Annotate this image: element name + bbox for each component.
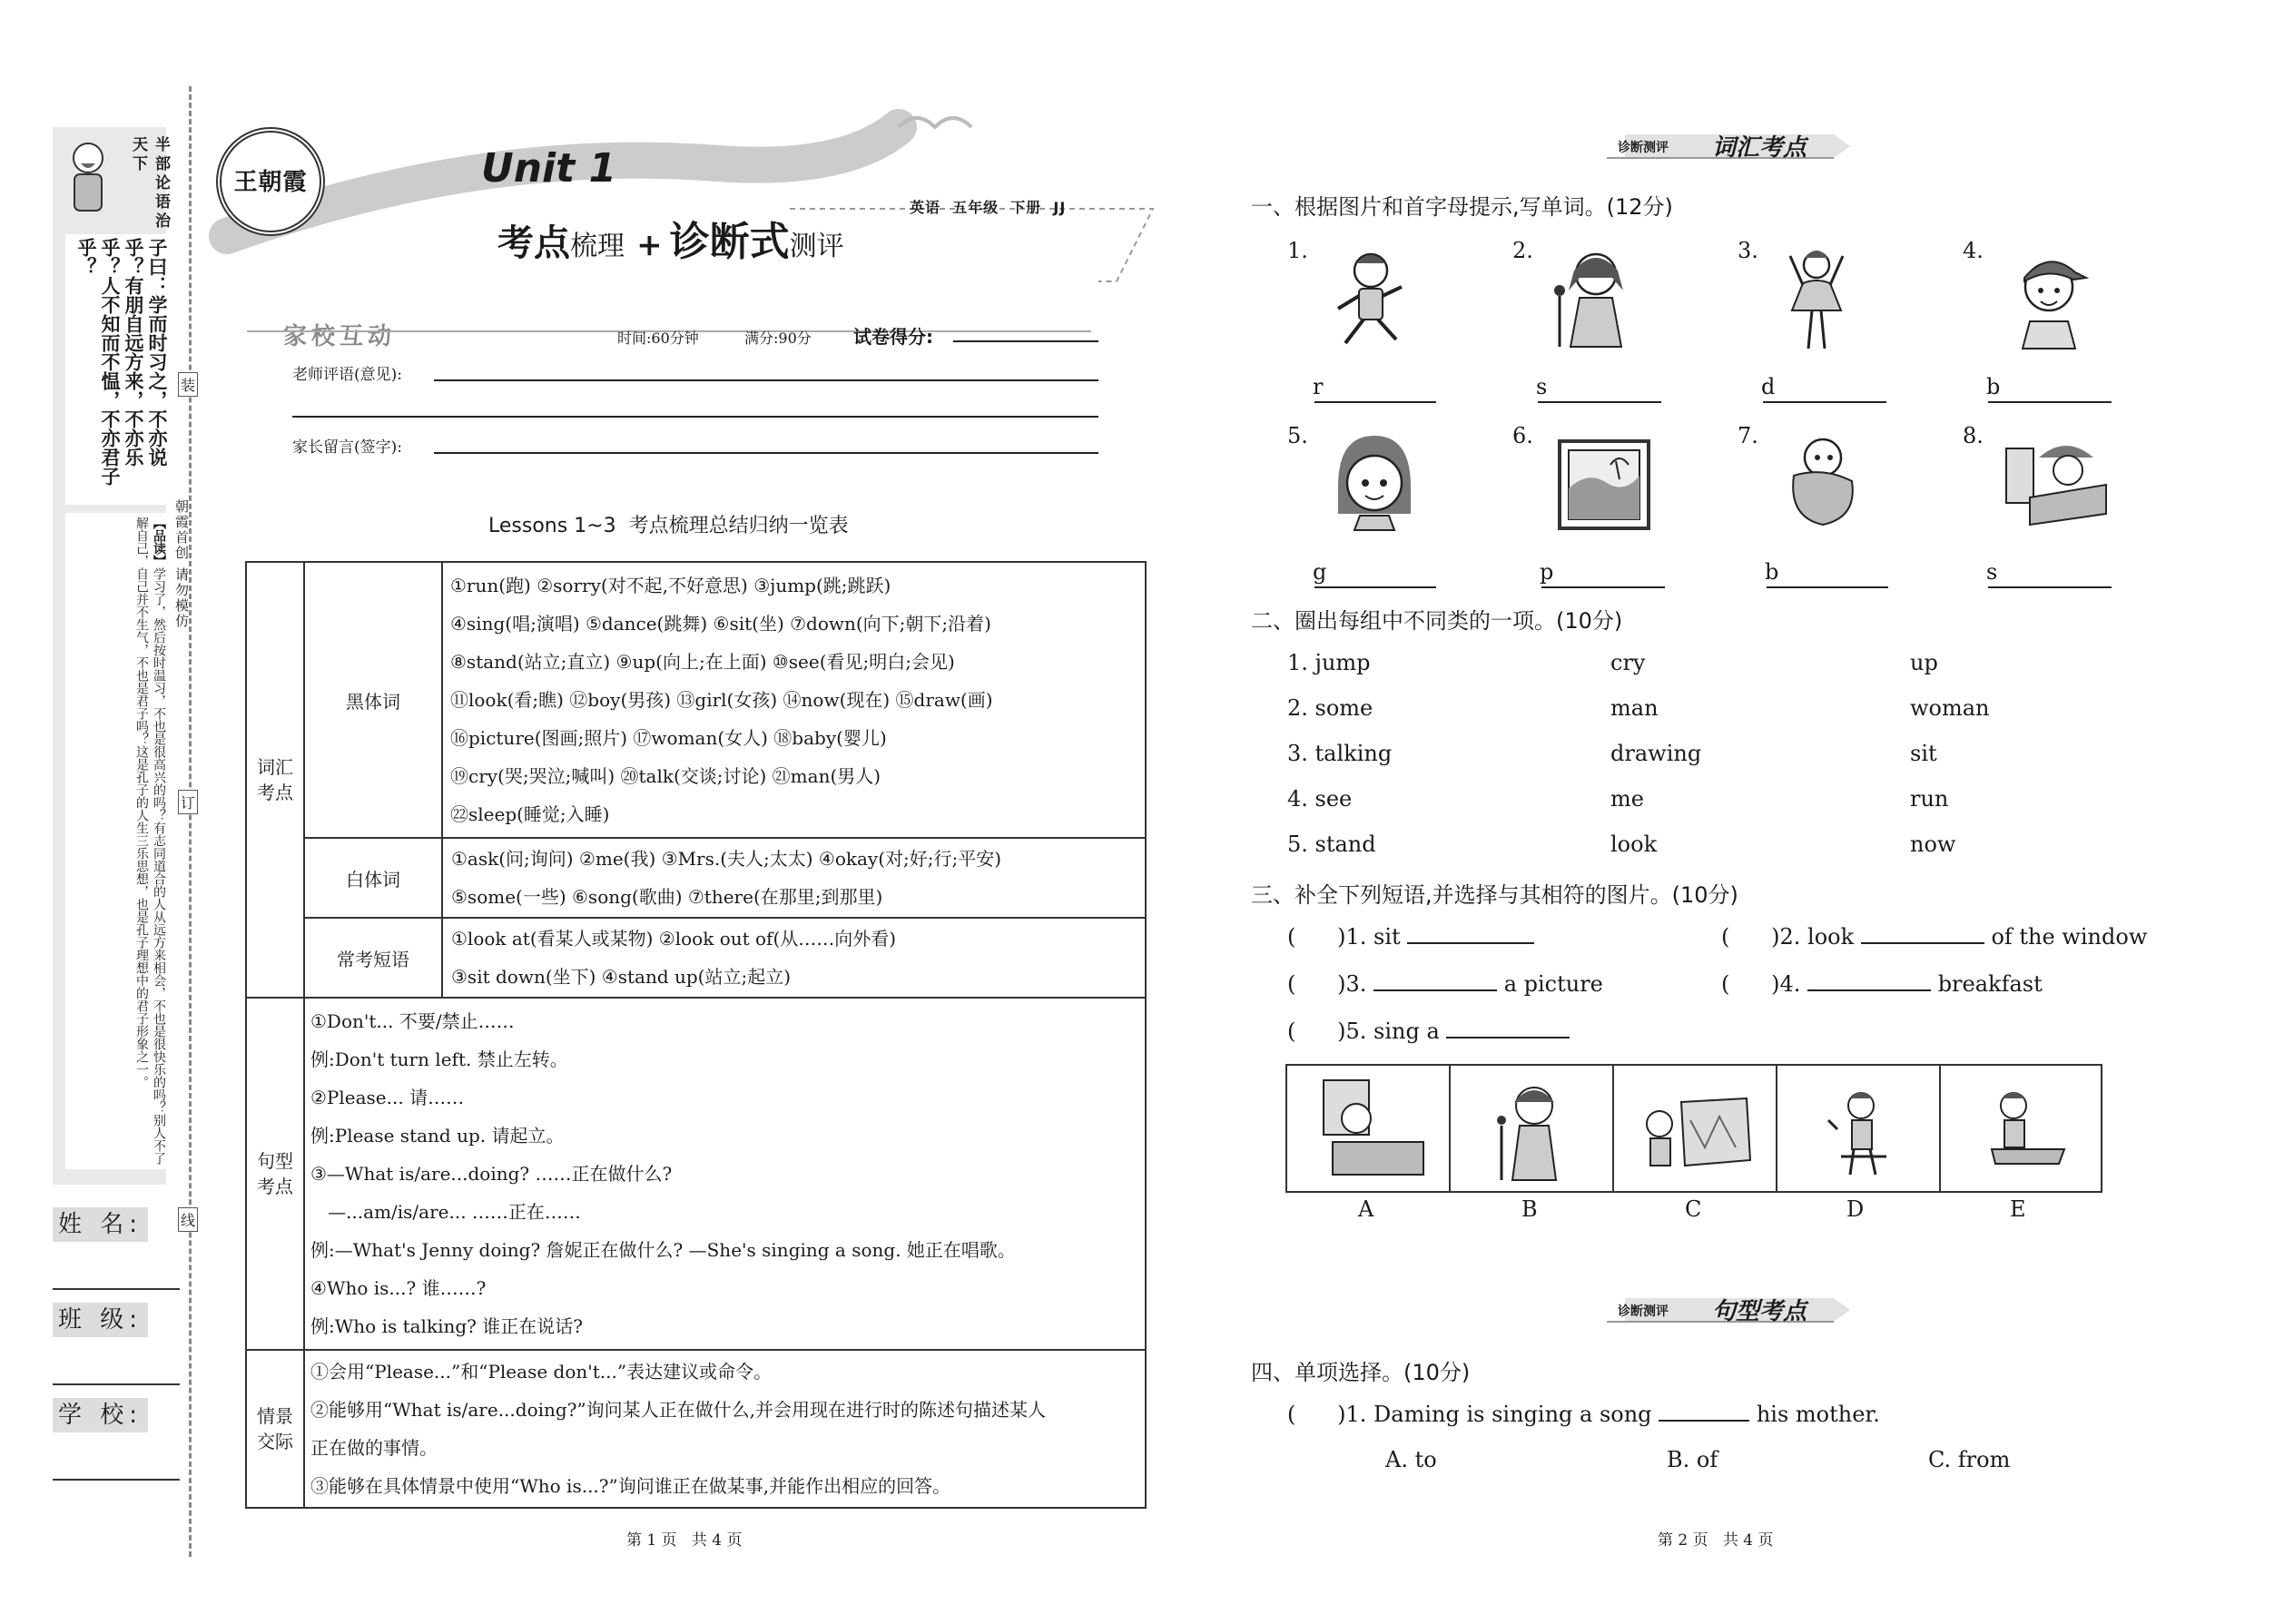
s3-picture-e xyxy=(1941,1066,2102,1191)
s1-letter-4: b xyxy=(1986,374,2001,399)
title-c: 诊断式 xyxy=(669,219,790,265)
logo xyxy=(216,127,325,236)
summary-title: Lessons 1~3 考点梳理总结归纳一览表 xyxy=(488,515,849,537)
s1-num-7: 7. xyxy=(1738,423,1758,448)
girl-face-picture xyxy=(1329,432,1420,536)
school-label: 学 校: xyxy=(53,1398,148,1432)
s2-row-3-c[interactable]: sit xyxy=(1910,741,1937,766)
bold-line-5: ⑯picture(图画;照片) ⑰woman(女人) ⑱baby(婴儿) xyxy=(450,727,887,749)
confucius-quote: 子曰：学而时习之，不亦说乎？有朋自远方来，不亦乐乎？人不知而不愠，不亦君子乎？ xyxy=(65,234,172,505)
white-words-label: 白体词 xyxy=(304,838,442,918)
s1-answer-1[interactable] xyxy=(1314,401,1436,403)
title-a: 考点 xyxy=(497,221,570,264)
full-score-label: 满分:90分 xyxy=(744,330,812,347)
scene-category: 情景交际 xyxy=(246,1350,304,1508)
s2-row-2-c[interactable]: woman xyxy=(1910,695,1990,721)
teacher-comment-label: 老师评语(意见): xyxy=(292,366,402,384)
logo-text: 王朝霞 xyxy=(233,169,308,196)
s2-row-1-c[interactable]: up xyxy=(1910,650,1938,675)
white-words-cell xyxy=(442,838,1146,918)
cut-label-2: 订 xyxy=(178,790,198,814)
school-field[interactable] xyxy=(53,1396,180,1481)
bold-words-cell xyxy=(442,562,1146,838)
s4-option-b[interactable]: B. of xyxy=(1667,1447,1718,1472)
s3-blank-1[interactable] xyxy=(1407,942,1534,944)
s1-num-3: 3. xyxy=(1738,238,1758,263)
s3-blank-2[interactable] xyxy=(1861,942,1984,944)
singing-girl-picture xyxy=(1543,245,1643,358)
vocab-category: 词汇考点 xyxy=(246,562,304,998)
s1-answer-3[interactable] xyxy=(1763,401,1886,403)
section1-title: 一、根据图片和首字母提示,写单词。(12分) xyxy=(1251,194,1673,220)
s2-row-4-c[interactable]: run xyxy=(1910,786,1949,812)
s4-blank-1[interactable] xyxy=(1659,1420,1749,1422)
sentence-banner-big: 句型考点 xyxy=(1712,1298,1807,1325)
sentence-cell xyxy=(304,998,1146,1350)
home-school-label: 家校互动 xyxy=(283,323,397,350)
sentence-line-4: 例:Please stand up. 请起立。 xyxy=(310,1125,565,1147)
s3-label-e: E xyxy=(2010,1196,2026,1222)
sentence-line-6: —...am/is/are... ……正在…… xyxy=(310,1201,581,1223)
s1-num-1: 1. xyxy=(1287,238,1308,263)
s2-row-3-b[interactable]: drawing xyxy=(1610,741,1702,766)
s1-num-2: 2. xyxy=(1512,238,1533,263)
cut-label-1: 装 xyxy=(178,372,198,397)
bold-line-4: ⑪look(看;瞧) ⑫boy(男孩) ⑬girl(女孩) ⑭now(现在) ⑮draw(画) xyxy=(450,689,993,711)
scene-line-1: ①会用“Please...”和“Please don't...”表达建议或命令。 xyxy=(310,1361,773,1383)
s3-picture-strip xyxy=(1285,1064,2102,1193)
cut-label-3: 线 xyxy=(178,1207,198,1232)
unit-title: Unit 1 xyxy=(481,145,617,192)
scene-cell xyxy=(304,1350,1146,1508)
name-label: 姓 名: xyxy=(53,1207,148,1242)
parent-message-input[interactable] xyxy=(434,452,1098,454)
confucius-illustration xyxy=(56,133,120,223)
scene-line-4: ③能够在具体情景中使用“Who is...?”询问谁正在做某事,并能作出相应的回答。 xyxy=(310,1475,951,1497)
s1-answer-5[interactable] xyxy=(1314,586,1436,588)
title-plus: + xyxy=(636,227,663,263)
score-input[interactable] xyxy=(953,340,1098,342)
vocab-banner-small: 诊断测评 xyxy=(1618,141,1669,155)
main-title xyxy=(497,209,844,267)
time-label: 时间:60分钟 xyxy=(617,330,699,347)
name-field[interactable] xyxy=(53,1206,180,1290)
bold-line-6: ⑲cry(哭;哭泣;喊叫) ⑳talk(交谈;讨论) ㉑man(男人) xyxy=(450,765,881,787)
score-label: 试卷得分: xyxy=(853,326,933,348)
section4-title: 四、单项选择。(10分) xyxy=(1251,1360,1471,1385)
vocab-banner-big: 词汇考点 xyxy=(1712,134,1807,162)
s3-picture-a xyxy=(1287,1066,1451,1191)
reading-note xyxy=(65,513,171,1169)
page-footer-right: 第 2 页 共 4 页 xyxy=(1658,1531,1774,1550)
phrase-line-1: ①look at(看某人或某物) ②look out of(从……向外看) xyxy=(451,928,897,950)
class-field[interactable] xyxy=(53,1301,180,1385)
s2-row-2-a[interactable]: 2. some xyxy=(1287,695,1373,721)
s1-num-6: 6. xyxy=(1512,423,1533,448)
sentence-line-9: 例:Who is talking? 谁正在说话? xyxy=(310,1315,583,1337)
scene-line-3: 正在做的事情。 xyxy=(310,1437,438,1459)
s1-letter-8: s xyxy=(1986,559,1998,585)
s3-item-3: ( )3. a picture xyxy=(1287,971,1603,997)
s2-row-3-a[interactable]: 3. talking xyxy=(1287,741,1393,766)
s1-answer-7[interactable] xyxy=(1767,586,1888,588)
bold-line-1: ①run(跑) ②sorry(对不起,不好意思) ③jump(跳;跳跃) xyxy=(450,575,891,596)
s2-row-4-b[interactable]: me xyxy=(1610,786,1644,812)
s3-item-1: ( )1. sit xyxy=(1287,924,1534,950)
s2-row-5-b[interactable]: look xyxy=(1610,832,1658,857)
s1-letter-7: b xyxy=(1765,559,1779,585)
sentence-line-3: ②Please... 请…… xyxy=(310,1087,465,1108)
bold-line-2: ④sing(唱;演唱) ⑤dance(跳舞) ⑥sit(坐) ⑦down(向下;朝下;沿着) xyxy=(450,613,991,635)
s3-label-c: C xyxy=(1685,1196,1702,1222)
s3-picture-d xyxy=(1777,1066,1941,1191)
dancing-girl-picture xyxy=(1785,238,1848,359)
note-label: 【品读】 xyxy=(152,517,166,567)
sentence-line-8: ④Who is...? 谁……? xyxy=(310,1277,487,1299)
s1-letter-1: r xyxy=(1313,374,1324,399)
note-text: 学习了，然后按时温习，不也是很高兴的吗？有志同道合的人从远方来相会，不也是很快乐的吗？别人不了解自己，自己并不生气，不也是君子吗？这是孔子的人生三乐思想，也是孔子理想中的君子形象之一。 xyxy=(134,517,166,1165)
s1-num-4: 4. xyxy=(1963,238,1984,263)
bold-words-label: 黑体词 xyxy=(304,562,442,838)
running-boy-picture xyxy=(1327,245,1409,358)
white-line-2: ⑤some(一些) ⑥song(歌曲) ⑦there(在那里;到那里) xyxy=(451,886,883,908)
vocab-banner xyxy=(1607,127,1852,165)
class-label: 班 级: xyxy=(53,1303,148,1337)
landscape-picture xyxy=(1558,439,1650,530)
s1-answer-4[interactable] xyxy=(1988,401,2112,403)
sentence-banner-small: 诊断测评 xyxy=(1618,1304,1669,1319)
course-meta: 英语 五年级 下册 JJ xyxy=(910,199,1067,216)
s1-answer-2[interactable] xyxy=(1538,401,1661,403)
baby-picture xyxy=(1781,430,1863,534)
section2-title: 二、圈出每组中不同类的一项。(10分) xyxy=(1251,608,1623,634)
page-footer-left: 第 1 页 共 4 页 xyxy=(626,1531,743,1550)
teacher-comment-line2[interactable] xyxy=(292,416,1098,418)
s1-letter-3: d xyxy=(1761,374,1776,399)
s4-option-c[interactable]: C. from xyxy=(1928,1447,2011,1472)
s3-picture-c xyxy=(1614,1066,1777,1191)
sentence-line-2: 例:Don't turn left. 禁止左转。 xyxy=(310,1048,568,1070)
bold-line-3: ⑧stand(站立;直立) ⑨up(向上;在上面) ⑩see(看见;明白;会见) xyxy=(450,651,955,673)
s2-row-5-c[interactable]: now xyxy=(1910,832,1956,857)
title-d: 测评 xyxy=(789,231,844,262)
s2-row-2-b[interactable]: man xyxy=(1610,695,1659,721)
s4-option-a[interactable]: A. to xyxy=(1385,1447,1437,1472)
summary-table xyxy=(245,561,1147,1509)
s1-answer-8[interactable] xyxy=(1988,586,2112,588)
s3-item-4: ( )4. breakfast xyxy=(1721,971,2043,997)
s2-row-5-a[interactable]: 5. stand xyxy=(1287,832,1376,857)
s3-item-2: ( )2. look of the window xyxy=(1721,924,2148,950)
phrase-label: 常考短语 xyxy=(304,918,442,998)
title-b: 梳理 xyxy=(570,231,625,262)
parent-message-label: 家长留言(签字): xyxy=(292,438,402,457)
s2-row-1-a[interactable]: 1. jump xyxy=(1287,650,1371,675)
s2-row-4-a[interactable]: 4. see xyxy=(1287,786,1353,812)
bold-line-7: ㉒sleep(睡觉;入睡) xyxy=(450,803,610,825)
s3-label-d: D xyxy=(1846,1196,1865,1222)
sentence-banner xyxy=(1607,1291,1852,1329)
s3-blank-3[interactable] xyxy=(1373,989,1497,991)
s3-picture-b xyxy=(1451,1066,1614,1191)
s3-label-b: B xyxy=(1521,1196,1538,1222)
s2-row-1-b[interactable]: cry xyxy=(1610,650,1646,675)
sentence-category: 句型考点 xyxy=(246,998,304,1350)
phrase-cell xyxy=(442,918,1146,998)
white-line-1: ①ask(问;询问) ②me(我) ③Mrs.(夫人;太太) ④okay(对;好;行;平安) xyxy=(451,848,1002,870)
s1-num-8: 8. xyxy=(1963,423,1984,448)
sentence-line-1: ①Don't... 不要/禁止…… xyxy=(310,1010,515,1032)
s4-question-1: ( )1. Daming is singing a song his mother. xyxy=(1287,1402,1880,1427)
s3-label-a: A xyxy=(1358,1196,1374,1222)
cut-line xyxy=(189,86,192,1557)
s3-item-5: ( )5. sing a xyxy=(1287,1019,1570,1044)
s1-letter-6: p xyxy=(1540,559,1554,585)
section3-title: 三、补全下列短语,并选择与其相符的图片。(10分) xyxy=(1251,882,1738,908)
margin-title: 半部论语治天下 xyxy=(129,136,170,231)
s3-blank-4[interactable] xyxy=(1807,989,1931,991)
s1-letter-5: g xyxy=(1313,559,1327,585)
s1-num-5: 5. xyxy=(1287,423,1308,448)
s1-letter-2: s xyxy=(1536,374,1548,399)
boy-with-cap-picture xyxy=(2008,245,2090,358)
sentence-line-5: ③—What is/are...doing? ……正在做什么? xyxy=(310,1163,673,1185)
sentence-line-7: 例:—What's Jenny doing? 詹妮正在做什么? —She's singing a song. 她正在唱歌。 xyxy=(310,1239,1016,1261)
scene-line-2: ②能够用“What is/are...doing?”询问某人正在做什么,并会用现在进行时的陈述句描述某人 xyxy=(310,1399,1046,1421)
teacher-comment-input[interactable] xyxy=(434,379,1098,381)
side-text: 朝霞首创 请勿模仿 xyxy=(173,499,190,629)
s1-answer-6[interactable] xyxy=(1541,586,1665,588)
s3-blank-5[interactable] xyxy=(1446,1037,1570,1038)
phrase-line-2: ③sit down(坐下) ④stand up(站立;起立) xyxy=(451,966,792,988)
sleeping-at-desk-picture xyxy=(2003,430,2112,534)
